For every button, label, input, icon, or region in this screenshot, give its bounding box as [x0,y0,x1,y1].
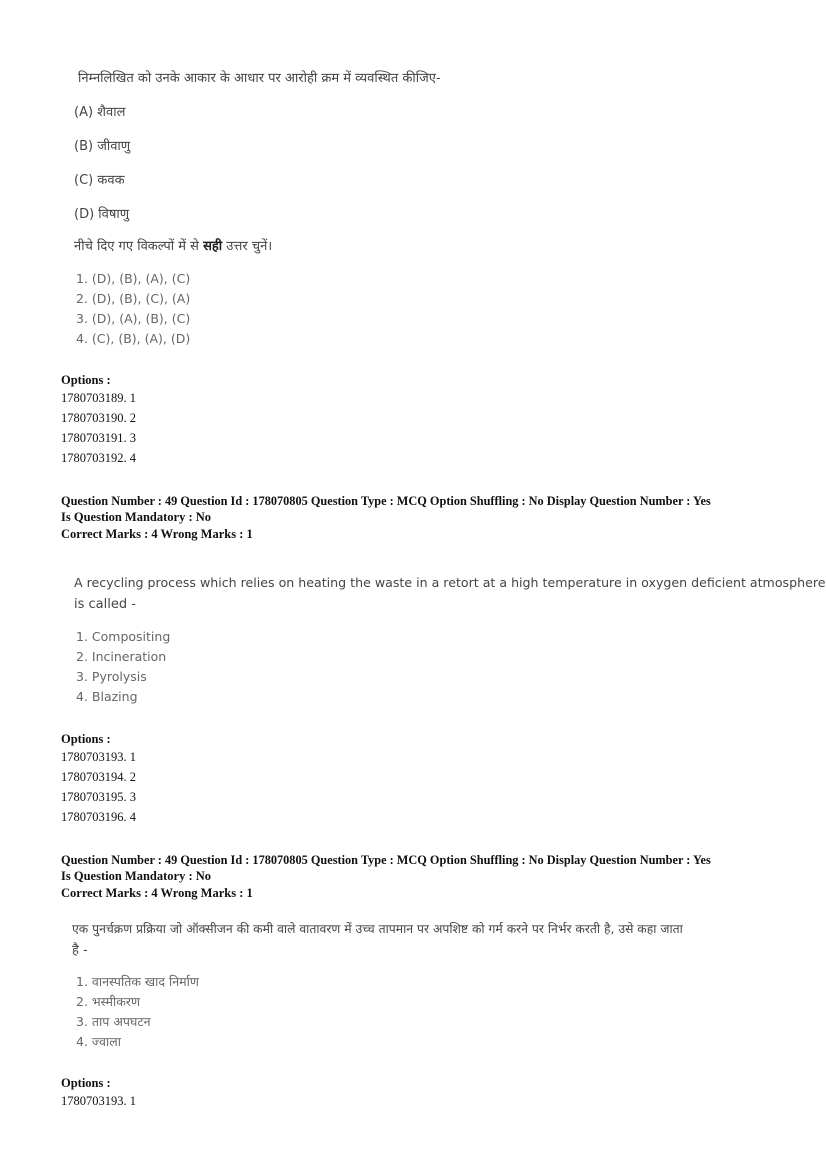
question-meta: Question Number : 49 Question Id : 178070805 Question Type : MCQ Option Shuffling : No Display Question Number : Yes [61,853,711,867]
answer-choice: 4. Blazing [76,689,138,704]
question-marks: Correct Marks : 4 Wrong Marks : 1 [61,886,253,900]
answer-choice: 2. (D), (B), (C), (A) [76,291,191,306]
answer-choice: 2. Incineration [76,649,167,664]
question-mandatory: Is Question Mandatory : No [61,510,212,524]
question-instruction [74,236,272,254]
option-id: 1780703189. 1 [61,391,136,405]
answer-choice: 3. ताप अपघटन [76,1014,151,1029]
question-stem: is called - [74,597,136,612]
question-mandatory: Is Question Mandatory : No [61,869,212,883]
list-item: (D) विषाणु [74,207,130,222]
option-id: 1780703196. 4 [61,810,136,824]
question-marks: Correct Marks : 4 Wrong Marks : 1 [61,527,253,541]
answer-choice: 4. (C), (B), (A), (D) [76,331,191,346]
options-label: Options : [61,732,111,746]
answer-choice: 3. (D), (A), (B), (C) [76,311,191,326]
option-id: 1780703193. 1 [61,750,136,764]
options-label: Options : [61,373,111,387]
option-id: 1780703191. 3 [61,431,136,445]
answer-choice: 1. वानस्पतिक खाद निर्माण [76,974,199,989]
option-id: 1780703190. 2 [61,411,136,425]
question-meta: Question Number : 49 Question Id : 178070805 Question Type : MCQ Option Shuffling : No Display Question Number : Yes [61,494,711,508]
option-id: 1780703192. 4 [61,451,136,465]
list-item: (C) कवक [74,173,125,188]
instruction-text: नीचे दिए गए विकल्पों में से [74,239,204,254]
option-id: 1780703193. 1 [61,1094,136,1108]
option-id: 1780703194. 2 [61,770,136,784]
instruction-emphasis: सही [203,239,223,254]
answer-choice: 4. ज्वाला [76,1034,121,1049]
question-stem: A recycling process which relies on heating the waste in a retort at a high temperature in oxygen deficient atmosphere [74,575,826,590]
instruction-text: उत्तर चुनें। [222,239,273,254]
question-stem: है - [72,943,88,958]
answer-choice: 2. भस्मीकरण [76,994,141,1009]
list-item: (A) शैवाल [74,105,126,120]
answer-choice: 1. (D), (B), (A), (C) [76,271,191,286]
question-stem: एक पुनर्चक्रण प्रक्रिया जो ऑक्सीजन की कमी वाले वातावरण में उच्च तापमान पर अपशिष्ट को गर्म करने पर निर्भर करती है, उसे कहा जाता [72,922,683,936]
answer-choice: 1. Compositing [76,629,171,644]
option-id: 1780703195. 3 [61,790,136,804]
list-item: (B) जीवाणु [74,139,131,154]
options-label: Options : [61,1076,111,1090]
answer-choice: 3. Pyrolysis [76,669,147,684]
question-stem: निम्नलिखित को उनके आकार के आधार पर आरोही क्रम में व्यवस्थित कीजिए- [78,71,441,86]
